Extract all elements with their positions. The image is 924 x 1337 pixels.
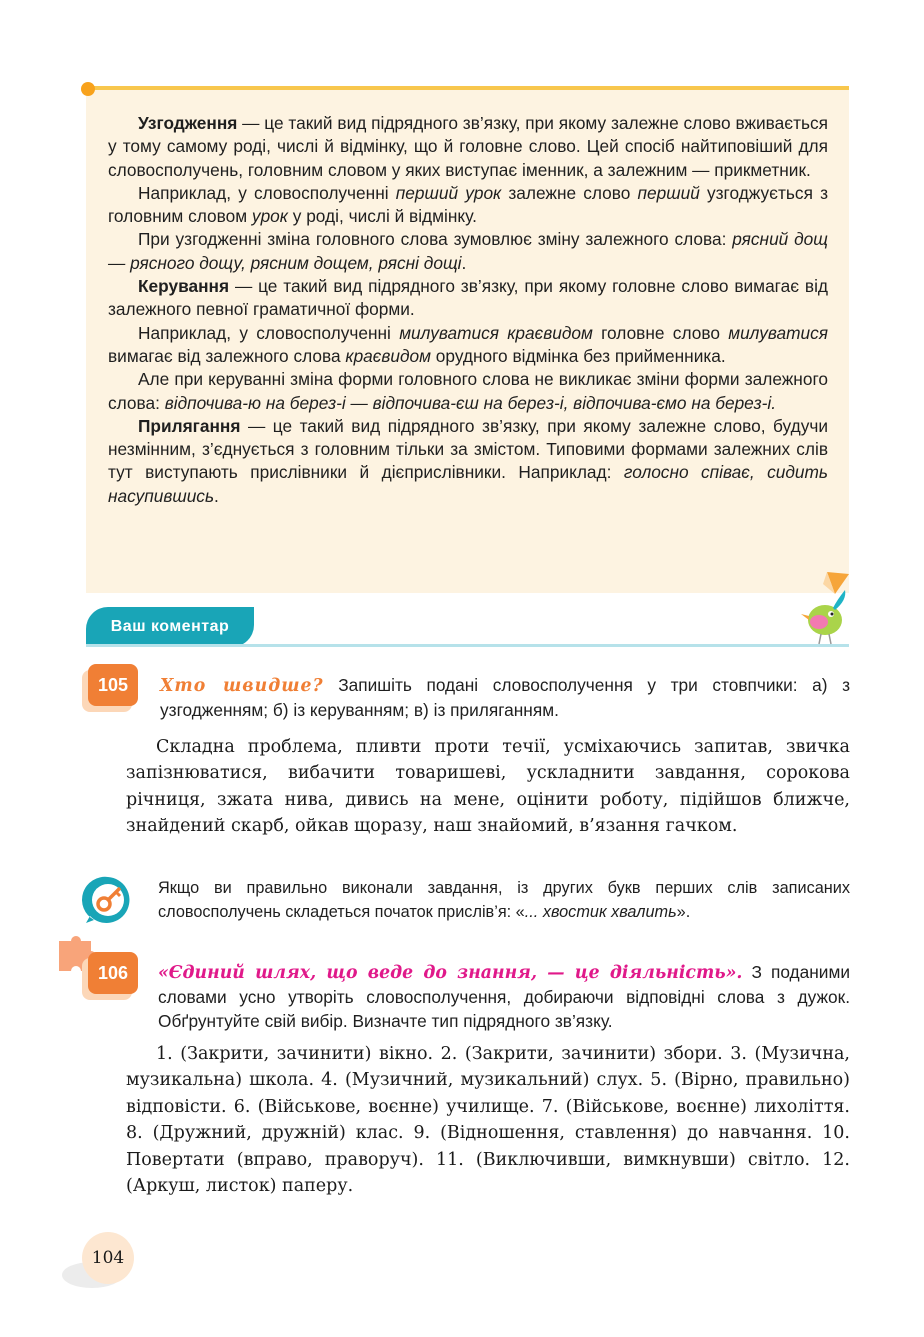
comment-rule [86, 644, 849, 647]
exercise-106-title: «Єдиний шлях, що веде до знання, — це діяльність». [158, 963, 743, 983]
theory-paragraph-government: Керування — це такий вид підрядного зв’язку, при якому головне слово вимагає від залежного певної граматичної форми. [108, 276, 828, 320]
term-government: Керування [138, 276, 230, 297]
term-adjunction: Прилягання [138, 415, 241, 436]
theory-paragraph-agreement-change: При узгодженні зміна головного слова зумовлює зміну залежного слова: рясний дощ — рясного дощу, рясним дощем, рясні дощі. [108, 229, 828, 273]
page-number: 104 [82, 1232, 134, 1284]
theory-paragraph-government-change: Але при керуванні зміна форми головного слова не викликає зміни форми залежного слова: відпочива-ю на берез-і — відпочива-єш на берез-і, відпочива-ємо на берез-і. [108, 369, 828, 413]
theory-paragraph-agreement: Узгодження — це такий вид підрядного зв’язку, при якому залежне слово вживається у тому самому роді, числі й відмінку, що й головне слово. Цей спосіб найтиповіший для словосполучень, головним словом у яких виступає іменник, а залежним — прикметник. [108, 113, 828, 180]
exercise-105-title: Хто швидше? [160, 676, 324, 696]
theory-paragraph-government-example: Наприклад, у словосполученні милуватися краєвидом головне слово милуватися вимагає від залежного слова краєвидом орудного відмінка без прийменника. [108, 322, 828, 366]
theory-paragraph-agreement-example: Наприклад, у словосполученні перший урок залежне слово перший узгоджується з головним словом урок у роді, числі й відмінку. [108, 182, 828, 227]
exercise-105-badge: 105 [88, 664, 138, 706]
theory-paragraph-adjunction: Прилягання — це такий вид підрядного зв’язку, при якому залежне слово, будучи незмінним, з’єднується з головним тільки за змістом. Типовими формами залежних слів тут виступають прислівники й дієприслівники. Наприклад: голосно співає, сидить насупившись. [108, 415, 828, 506]
term-agreement: Узгодження [138, 113, 238, 133]
theory-bullet-dot [81, 82, 95, 96]
exercise-105-heading [160, 673, 850, 722]
exercise-105-instruction: Запишіть подані словосполучення у три стовпчики: а) з узгодженням; б) із керуванням; в) із приляганням. [160, 675, 850, 720]
exercise-105-body: Складна проблема, пливти проти течії, усміхаючись запитав, звичка запізнюватися, вибачити товаришеві, ускладнити завдання, сорокова річниця, зжата нива, дивись на мене, оцінити роботу, підійшов ближче, знайдений скарб, ойкав щоразу, наш знайомий, в’язання гачком. [126, 737, 850, 837]
theory-top-rule [86, 86, 849, 90]
exercise-106-heading [158, 960, 850, 1033]
key-icon [82, 874, 134, 926]
hint-text: Якщо ви правильно виконали завдання, із других букв перших слів записаних словосполучень складеться початок прислів’я: «... хвостик хвалить». [158, 879, 850, 921]
bird-icon [797, 570, 853, 646]
exercise-106-badge: 106 [88, 952, 138, 994]
exercise-106-instruction: З поданими словами усно утворіть словосполучення, добираючи відповідні слова з дужок. Обґрунтуйте свій вибір. Визначте тип підрядного зв’язку. [158, 962, 850, 1031]
comment-banner: Ваш коментар [86, 607, 254, 647]
exercise-106-body: 1. (Закрити, зачинити) вікно. 2. (Закрити, зачинити) збори. 3. (Музична, музикальна) школа. 4. (Музичний, музикальний) слух. 5. (Вірно, правильно) відповісти. 6. (Військове, воєнне) училище. 7. (Військове, воєнне) лихоліття. 8. (Дружний, дружній) клас. 9. (Відношення, ставлення) до навчання. 10. Повертати (вправо, праворуч). 11. (Виключивши, вимкнувши) світло. 12. (Аркуш, листок) паперу. [126, 1044, 850, 1197]
theory-text [108, 112, 828, 508]
